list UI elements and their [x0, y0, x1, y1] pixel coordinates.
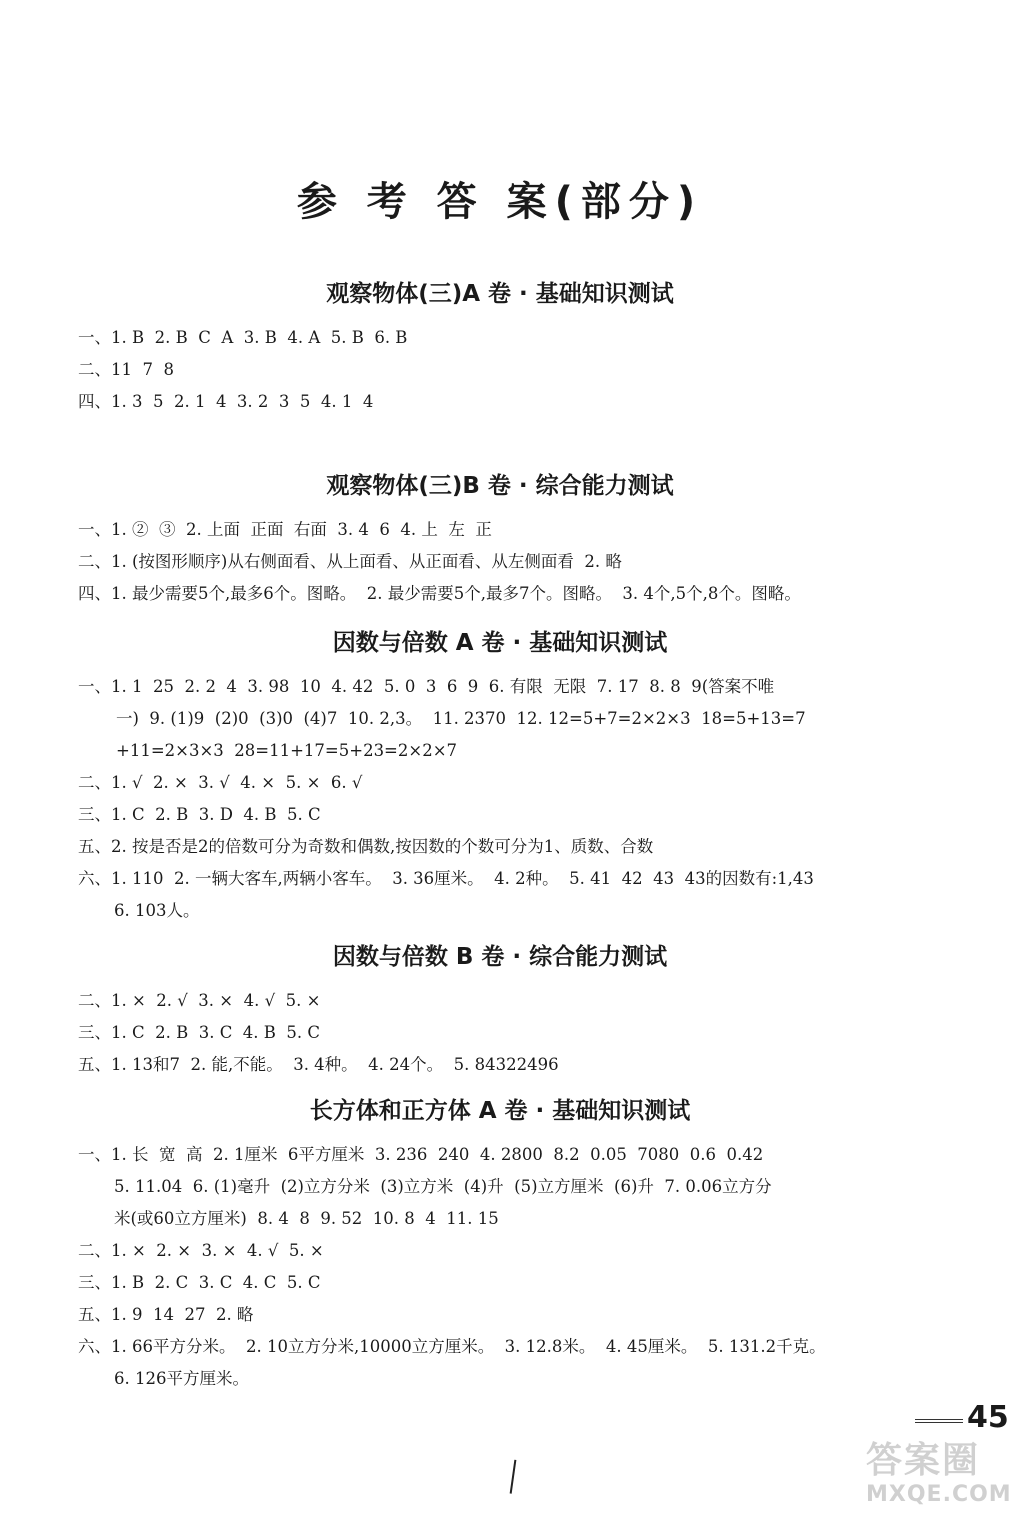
answer-line: 五、2. 按是否是2的倍数可分为奇数和偶数,按因数的个数可分为1、质数、合数 — [78, 837, 654, 856]
section-heading: 观察物体(三)B 卷 · 综合能力测试 — [326, 473, 674, 499]
answer-line: 四、1. 3 5 2. 1 4 3. 2 3 5 4. 1 4 — [78, 392, 374, 411]
answer-line: 一、1. B 2. B C A 3. B 4. A 5. B 6. B — [78, 328, 408, 347]
watermark-text: 答案圈 — [866, 1440, 981, 1481]
page-number-rule — [915, 1419, 963, 1423]
answer-line: 五、1. 13和7 2. 能,不能。 3. 4种。 4. 24个。 5. 84322496 — [78, 1055, 559, 1074]
answer-line: 米(或60立方厘米) 8. 4 8 9. 52 10. 8 4 11. 15 — [114, 1209, 499, 1228]
answer-line: 二、11 7 8 — [78, 360, 174, 379]
pen-stroke-mark — [510, 1460, 521, 1495]
answer-line: 三、1. C 2. B 3. D 4. B 5. C — [78, 805, 321, 824]
answer-section-factors-b — [0, 939, 1000, 1081]
answer-line: 二、1. × 2. × 3. × 4. √ 5. × — [78, 1241, 324, 1260]
answer-line: 一、1. ② ③ 2. 上面 正面 右面 3. 4 6 4. 上 左 正 — [78, 520, 492, 539]
answer-line: 六、1. 110 2. 一辆大客车,两辆小客车。 3. 36厘米。 4. 2种。 5. 41 42 43 43的因数有:1,43 — [78, 869, 814, 888]
answer-line: 三、1. B 2. C 3. C 4. C 5. C — [78, 1273, 321, 1292]
page-title: 参 考 答 案(部分) — [296, 179, 704, 225]
answer-line: 四、1. 最少需要5个,最多6个。图略。 2. 最少需要5个,最多7个。图略。 3. 4个,5个,8个。图略。 — [78, 584, 801, 603]
answer-section-factors-a — [0, 625, 1000, 927]
answer-line: 一、1. 长 宽 高 2. 1厘米 6平方厘米 3. 236 240 4. 2800 8.2 0.05 7080 0.6 0.42 — [78, 1145, 764, 1164]
answer-line: 6. 126平方厘米。 — [114, 1369, 249, 1388]
page-number: 45 — [967, 1400, 1009, 1435]
section-heading: 因数与倍数 A 卷 · 基础知识测试 — [332, 630, 668, 656]
section-heading: 观察物体(三)A 卷 · 基础知识测试 — [326, 281, 674, 307]
answer-line: +11=2×3×3 28=11+17=5+23=2×2×7 — [116, 741, 458, 760]
answer-line: 二、1. (按图形顺序)从右侧面看、从上面看、从正面看、从左侧面看 2. 略 — [78, 552, 622, 571]
answer-line: 5. 11.04 6. (1)毫升 (2)立方分米 (3)立方米 (4)升 (5)立方厘米 (6)升 7. 0.06立方分 — [114, 1177, 772, 1196]
answer-section-observe-b — [0, 468, 1000, 610]
answer-line: 二、1. √ 2. × 3. √ 4. × 5. × 6. √ — [78, 773, 363, 792]
answer-line: 六、1. 66平方分米。 2. 10立方分米,10000立方厘米。 3. 12.8米。 4. 45厘米。 5. 131.2千克。 — [78, 1337, 826, 1356]
answer-line: 二、1. × 2. √ 3. × 4. √ 5. × — [78, 991, 321, 1010]
section-heading: 长方体和正方体 A 卷 · 基础知识测试 — [309, 1098, 691, 1124]
answer-line: 三、1. C 2. B 3. C 4. B 5. C — [78, 1023, 321, 1042]
answer-section-observe-a — [0, 276, 1000, 418]
answer-section-cuboid-a — [0, 1093, 1000, 1395]
answer-line: 一) 9. (1)9 (2)0 (3)0 (4)7 10. 2,3。 11. 2370 12. 12=5+7=2×2×3 18=5+13=7 — [116, 709, 806, 728]
section-heading: 因数与倍数 B 卷 · 综合能力测试 — [332, 944, 668, 970]
answer-line: 一、1. 1 25 2. 2 4 3. 98 10 4. 42 5. 0 3 6 9 6. 有限 无限 7. 17 8. 8 9(答案不唯 — [78, 677, 775, 696]
answer-line: 6. 103人。 — [114, 901, 200, 920]
watermark-url: MXQE.COM — [866, 1482, 1012, 1507]
watermark-logo — [866, 1440, 1012, 1516]
answer-line: 五、1. 9 14 27 2. 略 — [78, 1305, 254, 1324]
